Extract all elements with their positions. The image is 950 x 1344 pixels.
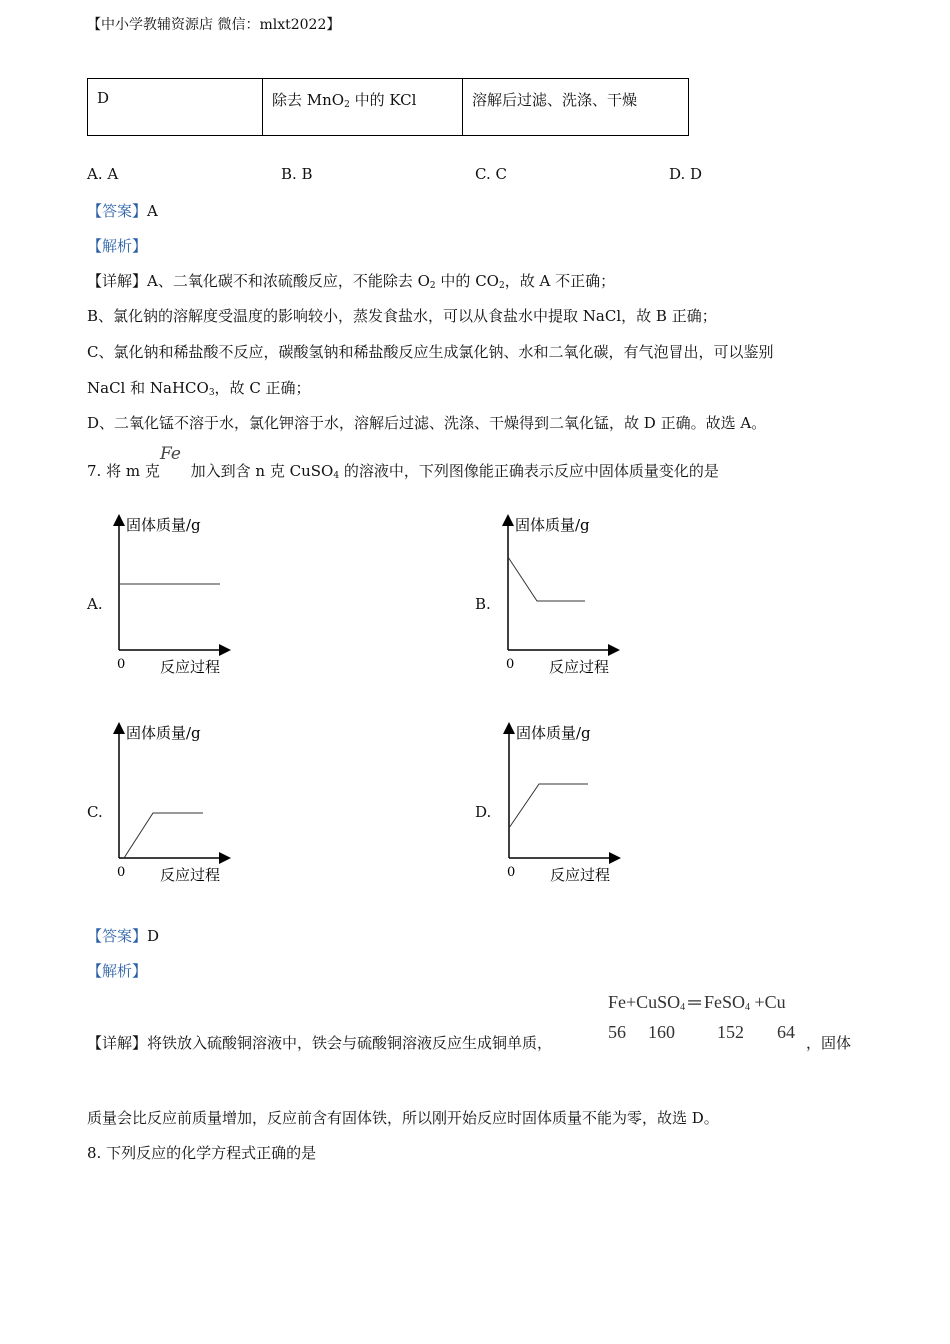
graph-a-label: A. — [87, 595, 103, 613]
origin-label: 0 — [117, 865, 126, 880]
q6-analysis-tag: 【解析】 — [87, 237, 148, 255]
q6-detail-a: 【详解】A、二氧化碳不和浓硫酸反应，不能除去 $O_2$ 中的 $CO_2$，故 A 不正确； — [87, 272, 616, 291]
q7-conclusion: 质量会比反应前质量增加，反应前含有固体铁，所以刚开始反应时固体质量不能为零，故选 D。 — [87, 1109, 719, 1127]
fe-symbol: Fe — [160, 444, 181, 464]
q7-detail: 【详解】将铁放入硫酸铜溶液中，铁会与硫酸铜溶液反应生成铜单质， — [87, 1034, 553, 1052]
x-axis-label: 反应过程 — [550, 866, 611, 884]
y-axis-label: 固体质量/g — [126, 516, 201, 534]
molar-mass-56: 56 — [608, 1022, 626, 1042]
option-c: C. C — [475, 165, 507, 183]
graph-d-label: D. — [475, 803, 492, 821]
table-cell-method: 溶解后过滤、洗涤、干燥 — [463, 79, 689, 136]
mass-curve — [508, 557, 585, 601]
x-axis-label: 反应过程 — [160, 658, 221, 676]
y-axis-label: 固体质量/g — [516, 724, 591, 742]
option-a: A. A — [87, 165, 119, 183]
molar-mass-64: 64 — [777, 1022, 795, 1042]
graph-c-label: C. — [87, 803, 103, 821]
graph-b-label: B. — [475, 595, 491, 613]
x-axis-label: 反应过程 — [160, 866, 221, 884]
q8-stem: 8. 下列反应的化学方程式正确的是 — [87, 1144, 317, 1162]
option-d: D. D — [669, 165, 703, 183]
table-cell-label: D — [88, 79, 263, 136]
origin-label: 0 — [507, 865, 516, 880]
molar-mass-152: 152 — [717, 1022, 744, 1042]
origin-label: 0 — [506, 657, 515, 672]
q6-detail-d: D、二氧化锰不溶于水，氯化钾溶于水，溶解后过滤、洗涤、干燥得到二氧化锰，故 D 正确。故选 A。 — [87, 414, 767, 432]
table-row — [88, 79, 689, 136]
graph-c — [110, 720, 240, 890]
header-watermark: 【中小学教辅资源店 微信：mlxt2022】 — [87, 17, 341, 33]
mass-curve — [124, 813, 203, 858]
q6-detail-c2: NaCl 和 NaHCO$_3$，故 C 正确； — [87, 379, 311, 398]
q7-answer: 【答案】D — [87, 927, 160, 945]
y-axis-label: 固体质量/g — [515, 516, 590, 534]
graph-b — [499, 512, 629, 682]
graph-d — [500, 720, 630, 890]
table-cell-purpose: 除去 MnO$_2$ 中的 KCl — [263, 79, 463, 136]
chemical-equation: Fe+CuSO$_4$ ═ FeSO$_4$ +Cu — [608, 992, 786, 1013]
q6-detail-b: B、氯化钠的溶解度受温度的影响较小，蒸发食盐水，可以从食盐水中提取 NaCl，故 B 正确； — [87, 307, 717, 325]
molar-mass-160: 160 — [648, 1022, 675, 1042]
q7-detail-tail: ，固体 — [806, 1034, 852, 1052]
option-b: B. B — [281, 165, 313, 183]
q6-answer: 【答案】A — [87, 202, 158, 220]
q6-detail-c1: C、氯化钠和稀盐酸不反应，碳酸氢钠和稀盐酸反应生成氯化钠、水和二氧化碳，有气泡冒出，可以鉴别 — [87, 343, 774, 361]
q7-stem: 7. 将 m 克 加入到含 n 克 CuSO$_4$ 的溶液中，下列图像能正确表示反应中固体质量变化的是 — [87, 462, 719, 481]
y-axis-label: 固体质量/g — [126, 724, 201, 742]
x-axis-label: 反应过程 — [549, 658, 610, 676]
origin-label: 0 — [117, 657, 126, 672]
option-table — [87, 78, 689, 136]
graph-a — [110, 512, 240, 682]
mass-curve — [509, 784, 588, 828]
q7-analysis-tag: 【解析】 — [87, 962, 148, 980]
